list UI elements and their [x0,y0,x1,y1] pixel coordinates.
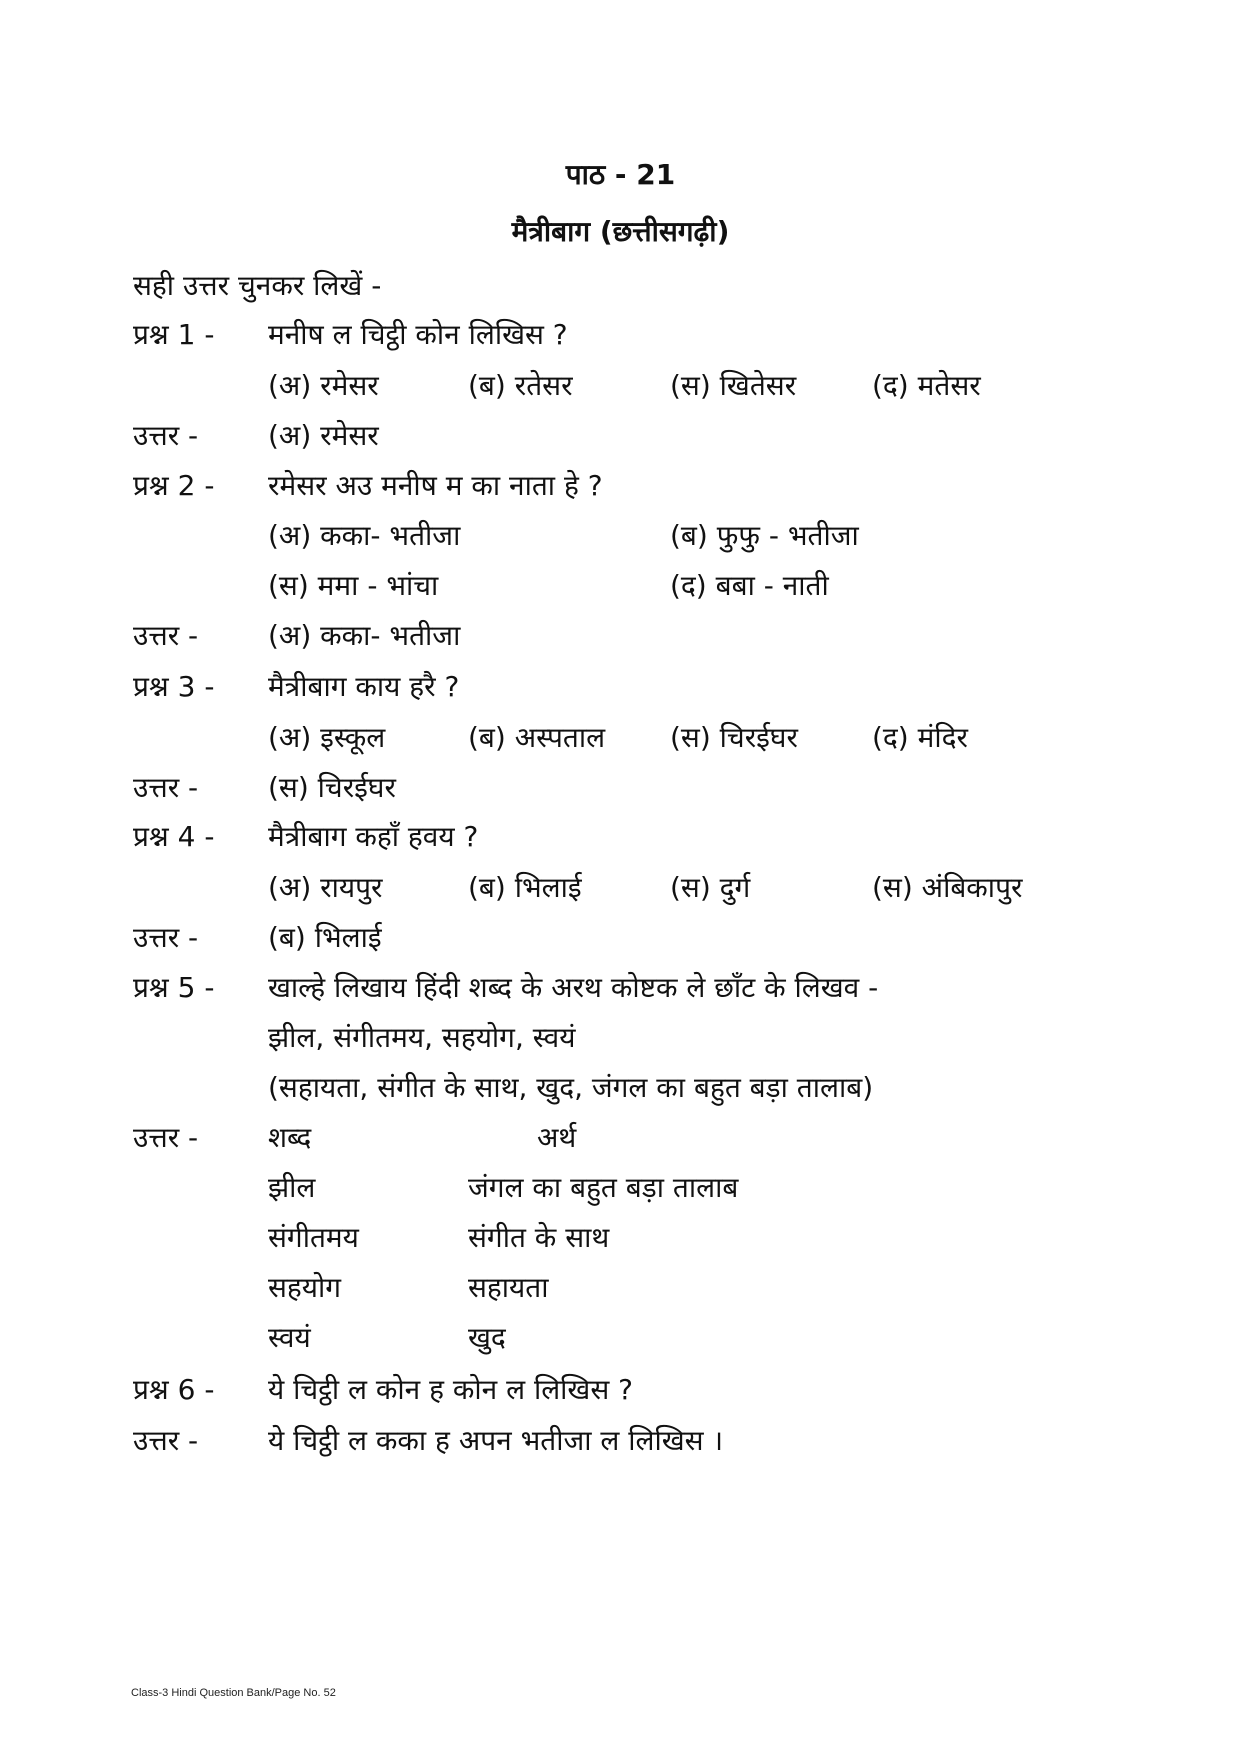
answer-3 [0,760,1241,816]
answer-1 [0,408,1241,464]
option: (ब) रतेसर [468,369,573,402]
question-2-options-row-1 [0,508,1241,564]
word-cell: स्वयं [268,1321,311,1354]
option: (अ) कका- भतीजा [268,519,461,552]
option: (स) अंबिकापुर [872,871,1023,904]
question-5-text: खाल्हे लिखाय हिंदी शब्द के अरथ कोष्टक ले छाँट के लिखव - [268,971,879,1004]
question-2-label: प्रश्न 2 - [133,469,215,502]
word-cell: संगीतमय [268,1221,359,1254]
page-footer: Class-3 Hindi Question Bank/Page No. 52 [131,1687,336,1699]
option: (द) मतेसर [872,369,981,402]
question-5-words [0,1010,1241,1066]
option: (ब) फुफु - भतीजा [670,519,859,552]
question-2 [0,458,1241,514]
answer-5-header [0,1110,1241,1166]
option: (स) दुर्ग [670,871,751,904]
option: (द) मंदिर [872,721,968,754]
table-row [0,1210,1241,1266]
question-1-options [0,358,1241,414]
question-5 [0,960,1241,1016]
table-row [0,1310,1241,1366]
meaning-cell: संगीत के साथ [468,1221,610,1254]
question-1-label: प्रश्न 1 - [133,318,215,351]
question-5-label: प्रश्न 5 - [133,971,215,1004]
answer-2-text: (अ) कका- भतीजा [268,619,461,652]
option: (ब) अस्पताल [468,721,606,754]
answer-1-text: (अ) रमेसर [268,419,379,452]
word-cell: झील [268,1171,316,1204]
question-6 [0,1362,1241,1418]
question-6-label: प्रश्न 6 - [133,1373,215,1406]
answer-label: उत्तर - [133,921,199,954]
table-row [0,1260,1241,1316]
question-6-text: ये चिट्ठी ल कोन ह कोन ल लिखिस ? [268,1373,634,1406]
answer-label: उत्तर - [133,619,199,652]
option: (द) बबा - नाती [670,569,829,602]
words-line: झील, संगीतमय, सहयोग, स्वयं [268,1021,576,1054]
option: (स) चिरईघर [670,721,798,754]
question-3-options [0,710,1241,766]
answer-6 [0,1413,1241,1469]
question-4 [0,809,1241,865]
question-3 [0,659,1241,715]
question-4-text: मैत्रीबाग कहाँ हवय ? [268,820,479,853]
meaning-cell: खुद [468,1321,506,1354]
instruction-line [0,258,1241,314]
question-4-label: प्रश्न 4 - [133,820,215,853]
question-5-meanings [0,1060,1241,1116]
answer-label: उत्तर - [133,419,199,452]
option: (अ) इस्कूल [268,721,386,754]
meanings-line: (सहायता, संगीत के साथ, खुद, जंगल का बहुत बड़ा तालाब) [268,1071,874,1104]
answer-label: उत्तर - [133,1424,199,1457]
col-word-header: शब्द [268,1121,312,1154]
answer-2 [0,608,1241,664]
question-3-label: प्रश्न 3 - [133,670,215,703]
question-1-text: मनीष ल चिट्ठी कोन लिखिस ? [268,318,568,351]
question-2-options-row-2 [0,558,1241,614]
option: (स) खितेसर [670,369,797,402]
lesson-number: पाठ - 21 [565,158,676,191]
option: (ब) भिलाई [468,871,582,904]
question-3-text: मैत्रीबाग काय हरै ? [268,670,460,703]
answer-3-text: (स) चिरईघर [268,771,396,804]
option: (अ) रमेसर [268,369,379,402]
lesson-title: मैत्रीबाग (छत्तीसगढ़ी) [511,215,730,248]
answer-label: उत्तर - [133,771,199,804]
question-4-options [0,860,1241,916]
meaning-cell: जंगल का बहुत बड़ा तालाब [468,1171,739,1204]
table-row [0,1160,1241,1216]
question-2-text: रमेसर अउ मनीष म का नाता हे ? [268,469,603,502]
question-1 [0,307,1241,363]
option: (स) ममा - भांचा [268,569,439,602]
answer-4 [0,910,1241,966]
col-meaning-header: अर्थ [537,1121,577,1154]
answer-4-text: (ब) भिलाई [268,921,382,954]
instruction-text: सही उत्तर चुनकर लिखें - [133,269,382,302]
meaning-cell: सहायता [468,1271,549,1304]
word-cell: सहयोग [268,1271,342,1304]
answer-6-text: ये चिट्ठी ल कका ह अपन भतीजा ल लिखिस । [268,1424,724,1457]
answer-label: उत्तर - [133,1121,199,1154]
option: (अ) रायपुर [268,871,383,904]
